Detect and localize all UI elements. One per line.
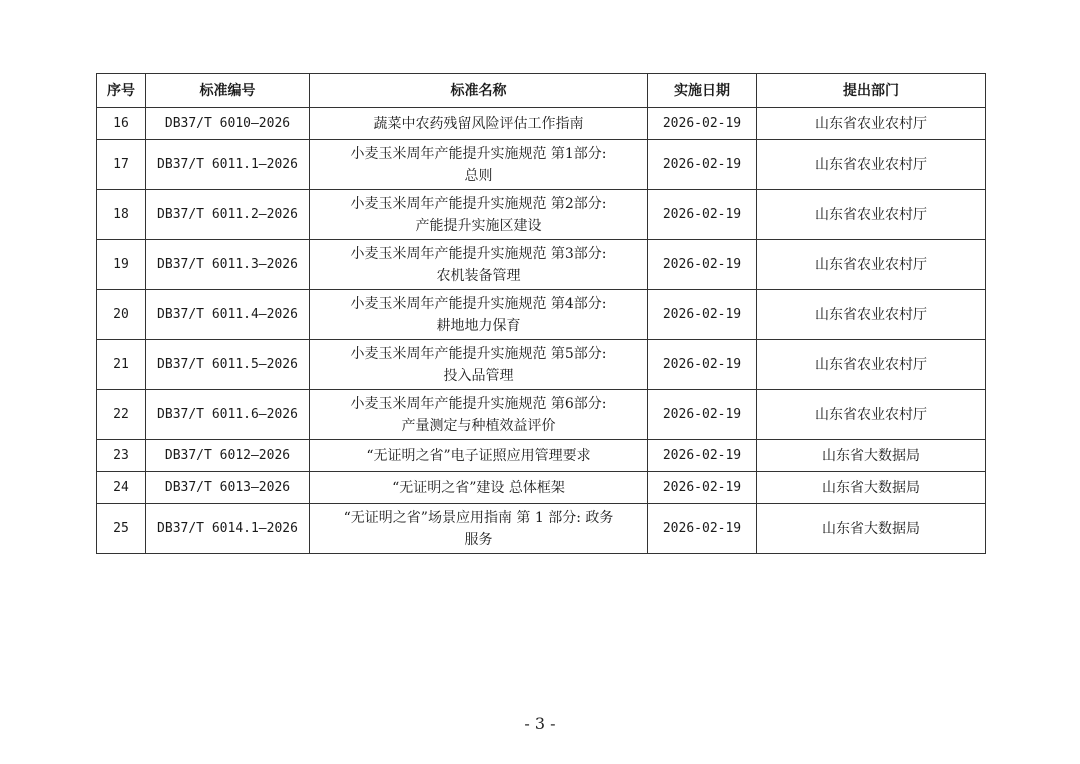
cell-name (310, 290, 648, 340)
table-row (97, 140, 986, 190)
header-code: 标准编号 (146, 74, 310, 108)
name-line: 小麦玉米周年产能提升实施规范 第1部分: (350, 145, 607, 162)
name-line: 服务 (464, 531, 493, 548)
table-row (97, 340, 986, 390)
name-line: 投入品管理 (443, 367, 514, 384)
cell-dept: 山东省大数据局 (757, 440, 986, 472)
cell-code: DB37/T 6011.4—2026 (146, 290, 310, 340)
cell-date: 2026-02-19 (648, 290, 757, 340)
cell-name (310, 108, 648, 140)
name-line: 小麦玉米周年产能提升实施规范 第2部分: (350, 195, 607, 212)
header-dept: 提出部门 (757, 74, 986, 108)
cell-name (310, 190, 648, 240)
cell-seq: 24 (97, 472, 146, 504)
cell-code: DB37/T 6010—2026 (146, 108, 310, 140)
cell-dept: 山东省农业农村厅 (757, 190, 986, 240)
name-line: 农机装备管理 (436, 267, 521, 284)
cell-date: 2026-02-19 (648, 440, 757, 472)
name-line: 总则 (464, 167, 493, 184)
cell-code: DB37/T 6014.1—2026 (146, 504, 310, 554)
cell-name (310, 140, 648, 190)
cell-dept: 山东省大数据局 (757, 472, 986, 504)
cell-name (310, 504, 648, 554)
header-seq: 序号 (97, 74, 146, 108)
cell-seq: 22 (97, 390, 146, 440)
cell-code: DB37/T 6011.3—2026 (146, 240, 310, 290)
cell-date: 2026-02-19 (648, 190, 757, 240)
cell-name (310, 472, 648, 504)
cell-name (310, 440, 648, 472)
cell-date: 2026-02-19 (648, 108, 757, 140)
cell-dept: 山东省大数据局 (757, 504, 986, 554)
cell-seq: 16 (97, 108, 146, 140)
table-row (97, 390, 986, 440)
table-row (97, 440, 986, 472)
cell-date: 2026-02-19 (648, 140, 757, 190)
name-line: 小麦玉米周年产能提升实施规范 第4部分: (350, 295, 607, 312)
name-line: “无证明之省”建设 总体框架 (392, 479, 565, 496)
cell-date: 2026-02-19 (648, 340, 757, 390)
cell-code: DB37/T 6011.2—2026 (146, 190, 310, 240)
cell-date: 2026-02-19 (648, 390, 757, 440)
cell-seq: 25 (97, 504, 146, 554)
cell-seq: 17 (97, 140, 146, 190)
cell-seq: 18 (97, 190, 146, 240)
name-line: 蔬菜中农药残留风险评估工作指南 (373, 115, 584, 132)
cell-code: DB37/T 6013—2026 (146, 472, 310, 504)
cell-date: 2026-02-19 (648, 240, 757, 290)
name-line: 小麦玉米周年产能提升实施规范 第6部分: (350, 395, 607, 412)
header-name: 标准名称 (310, 74, 648, 108)
cell-dept: 山东省农业农村厅 (757, 390, 986, 440)
cell-dept: 山东省农业农村厅 (757, 290, 986, 340)
name-line: “无证明之省”电子证照应用管理要求 (366, 447, 591, 464)
table-row (97, 108, 986, 140)
cell-dept: 山东省农业农村厅 (757, 140, 986, 190)
name-line: “无证明之省”场景应用指南 第 1 部分: 政务 (343, 509, 614, 526)
standards-table (96, 73, 986, 554)
table-row (97, 504, 986, 554)
cell-date: 2026-02-19 (648, 472, 757, 504)
name-line: 产能提升实施区建设 (415, 217, 542, 234)
cell-dept: 山东省农业农村厅 (757, 108, 986, 140)
header-date: 实施日期 (648, 74, 757, 108)
name-line: 小麦玉米周年产能提升实施规范 第3部分: (350, 245, 607, 262)
cell-code: DB37/T 6011.1—2026 (146, 140, 310, 190)
cell-code: DB37/T 6012—2026 (146, 440, 310, 472)
cell-seq: 20 (97, 290, 146, 340)
table-row (97, 290, 986, 340)
cell-name (310, 340, 648, 390)
table-row (97, 240, 986, 290)
table-row (97, 190, 986, 240)
table-row (97, 472, 986, 504)
cell-seq: 23 (97, 440, 146, 472)
cell-seq: 19 (97, 240, 146, 290)
cell-name (310, 240, 648, 290)
name-line: 产量测定与种植效益评价 (401, 417, 556, 434)
cell-code: DB37/T 6011.5—2026 (146, 340, 310, 390)
name-line: 小麦玉米周年产能提升实施规范 第5部分: (350, 345, 607, 362)
cell-dept: 山东省农业农村厅 (757, 240, 986, 290)
cell-dept: 山东省农业农村厅 (757, 340, 986, 390)
cell-name (310, 390, 648, 440)
table-header-row (97, 74, 986, 108)
cell-date: 2026-02-19 (648, 504, 757, 554)
page-number: - 3 - (524, 714, 556, 733)
cell-code: DB37/T 6011.6—2026 (146, 390, 310, 440)
cell-seq: 21 (97, 340, 146, 390)
name-line: 耕地地力保育 (436, 317, 521, 334)
